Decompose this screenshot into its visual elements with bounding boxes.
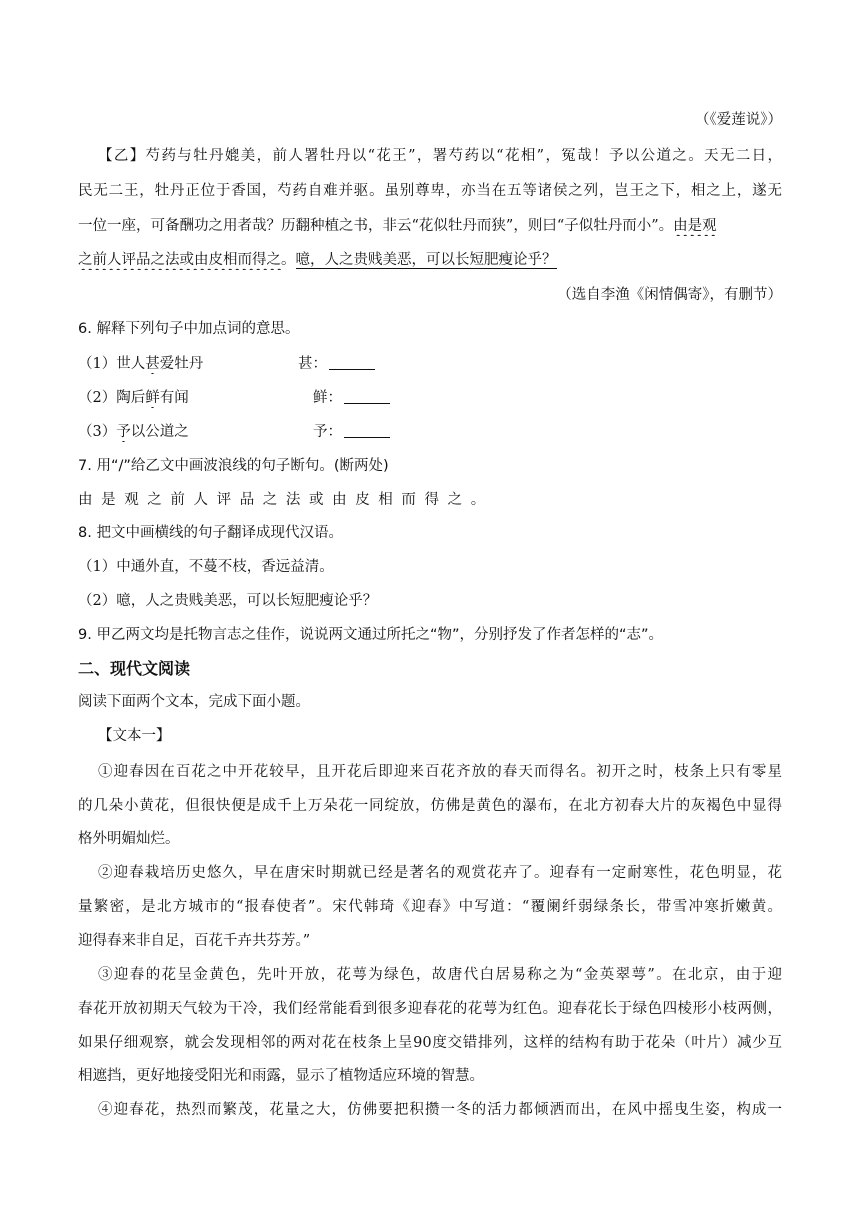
q7-stem: 7. 用“/”给乙文中画波浪线的句子断句。(断两处) [78, 458, 389, 474]
yi-line-1: 【乙】芍药与牡丹媲美，前人署牡丹以“花王”，署芍药以“花相”，冤哉！予以公道之。天无二日， [98, 148, 782, 164]
q6-item-1 [78, 354, 782, 374]
paragraph-line: 的几朵小黄花，但很快便是成千上万朵花一同绽放，仿佛是黄色的瀑布，在北方初春大片的灰褐色中显得 [78, 798, 782, 814]
paragraph-line: ④迎春花，热烈而繁茂，花量之大，仿佛要把积攒一冬的活力都倾洒而出，在风中摇曳生姿，构成一 [98, 1102, 782, 1118]
q7-sentence: 由是观之前人评品之法或由皮相而得之。 [78, 492, 494, 508]
yi-line-4 [78, 250, 782, 270]
paragraph-line: 迎得春来非自足，百花千卉共芬芳。” [78, 933, 311, 949]
q6-answer-label: 甚： [298, 356, 327, 372]
q6-item-num: （2） [78, 390, 117, 406]
q6-dotted-word: 予 [116, 424, 131, 440]
q8-item-1: （1）中通外直，不蔓不枝，香远益清。 [78, 559, 334, 575]
q6-answer-3 [313, 422, 390, 442]
q6-item-num: （3） [78, 424, 117, 440]
yi-wavy-sentence-part2: 之前人评品之法或由皮相而得之 [78, 252, 281, 268]
yi-underlined-sentence: 噫，人之贵贱美恶，可以长短肥瘦论乎？ [295, 252, 557, 268]
paragraph-line: ②迎春栽培历史悠久，早在唐宋时期就已经是著名的观赏花卉了。迎春有一定耐寒性，花色明显，花 [98, 865, 782, 881]
yi-line-3-text: 一位一座，可备酬功之用者哉？历翻种植之书，非云“花似牡丹而狭”，则曰“子似牡丹而小”。 [78, 218, 674, 234]
q6-item-text-post: 爱牡丹 [159, 356, 204, 372]
q6-answer-label: 鲜： [313, 390, 342, 406]
section-intro: 阅读下面两个文本，完成下面小题。 [78, 694, 310, 710]
yi-line-4-period: 。 [281, 252, 296, 268]
q6-item-num: （1） [78, 356, 117, 372]
section-title: 二、现代文阅读 [78, 659, 191, 678]
yi-source: （选自李渔《闲情偶寄》，有删节） [557, 287, 782, 303]
jia-source: （《爱莲说》） [695, 112, 782, 128]
yi-wavy-sentence-part1: 由是观 [673, 218, 717, 234]
answer-blank[interactable] [344, 389, 390, 404]
q6-item-text-post: 有闻 [159, 390, 189, 406]
paragraph-line: 格外明媚灿烂。 [78, 831, 180, 847]
q8-item-2: （2）噫，人之贵贱美恶，可以长短肥瘦论乎？ [78, 593, 378, 609]
answer-blank[interactable] [344, 423, 390, 438]
paragraph-line: 相遮挡，更好地接受阳光和雨露，显示了植物适应环境的智慧。 [78, 1068, 484, 1084]
q9-stem: 9. 甲乙两文均是托物言志之佳作，说说两文通过所托之“物”，分别抒发了作者怎样的“志”。 [78, 627, 663, 643]
paragraph-line: 春花开放初期天气较为干冷，我们经常能看到很多迎春花的花萼为红色。迎春花长于绿色四棱形小枝两侧， [78, 1001, 782, 1017]
q8-stem: 8. 把文中画横线的句子翻译成现代汉语。 [78, 525, 343, 541]
text1-label: 【文本一】 [98, 728, 171, 744]
q6-dotted-word: 甚 [145, 356, 160, 372]
q6-item-3 [78, 422, 782, 442]
q6-answer-label: 予： [313, 424, 342, 440]
yi-line-3 [78, 216, 782, 236]
answer-blank[interactable] [329, 355, 375, 370]
q6-dotted-word: 鲜 [145, 390, 160, 406]
paragraph-line: 量繁密，是北方城市的“报春使者”。宋代韩琦《迎春》中写道：“覆阑纤弱绿条长，带雪冲寒折嫩黄。 [78, 899, 782, 915]
q6-item-text-pre: 陶后 [116, 390, 146, 406]
yi-line-2: 民无二王，牡丹正位于香国，芍药自难并驱。虽别尊卑，亦当在五等诸侯之列，岂王之下，相之上，遂无 [78, 183, 782, 199]
paragraph-line: ③迎春的花呈金黄色，先叶开放，花萼为绿色，故唐代白居易称之为“金英翠萼”。在北京，由于迎 [98, 967, 782, 983]
q6-item-2 [78, 388, 782, 408]
q6-item-text-post: 以公道之 [130, 424, 189, 440]
paragraph-line: 如果仔细观察，就会发现相邻的两对花在枝条上呈90度交错排列，这样的结构有助于花朵（叶片）减少互 [78, 1035, 782, 1051]
q6-stem: 6. 解释下列句子中加点词的意思。 [78, 321, 300, 337]
q6-answer-2 [313, 388, 390, 408]
paragraph-line: ①迎春因在百花之中开花较早，且开花后即迎来百花齐放的春天而得名。初开之时，枝条上只有零星 [98, 764, 782, 780]
q6-answer-1 [298, 354, 375, 374]
q6-item-text-pre: 世人 [116, 356, 146, 372]
